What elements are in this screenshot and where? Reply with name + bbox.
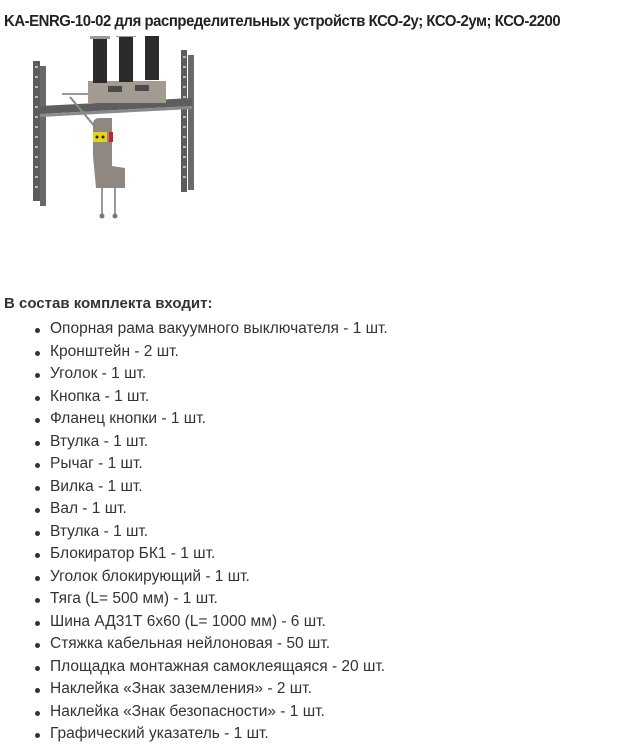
list-item: Уголок - 1 шт. <box>50 363 388 386</box>
list-item: Шина АД31Т 6х60 (L= 1000 мм) - 6 шт. <box>50 611 388 634</box>
components-heading: В состав комплекта входит: <box>4 295 213 313</box>
list-item: Площадка монтажная самоклеящаяся - 20 шт. <box>50 656 388 679</box>
list-item: Наклейка «Знак безопасности» - 1 шт. <box>50 701 388 724</box>
list-item: Графический указатель - 1 шт. <box>50 723 388 746</box>
list-item: Втулка - 1 шт. <box>50 431 388 454</box>
list-item: Блокиратор БК1 - 1 шт. <box>50 543 388 566</box>
list-item: Вал - 1 шт. <box>50 498 388 521</box>
components-list <box>0 318 388 746</box>
list-item: Уголок блокирующий - 1 шт. <box>50 566 388 589</box>
list-item: Рычаг - 1 шт. <box>50 453 388 476</box>
product-image <box>0 36 240 261</box>
list-item: Тяга (L= 500 мм) - 1 шт. <box>50 588 388 611</box>
list-item: Кронштейн - 2 шт. <box>50 341 388 364</box>
list-item: Опорная рама вакуумного выключателя - 1 шт. <box>50 318 388 341</box>
switchgear-illustration <box>0 36 240 261</box>
list-item: Кнопка - 1 шт. <box>50 386 388 409</box>
page-title: KA-ENRG-10-02 для распределительных устройств КСО-2у; КСО-2ум; КСО-2200 <box>4 13 561 31</box>
list-item: Втулка - 1 шт. <box>50 521 388 544</box>
list-item: Наклейка «Знак заземления» - 2 шт. <box>50 678 388 701</box>
list-item: Фланец кнопки - 1 шт. <box>50 408 388 431</box>
list-item: Стяжка кабельная нейлоновая - 50 шт. <box>50 633 388 656</box>
list-item: Вилка - 1 шт. <box>50 476 388 499</box>
